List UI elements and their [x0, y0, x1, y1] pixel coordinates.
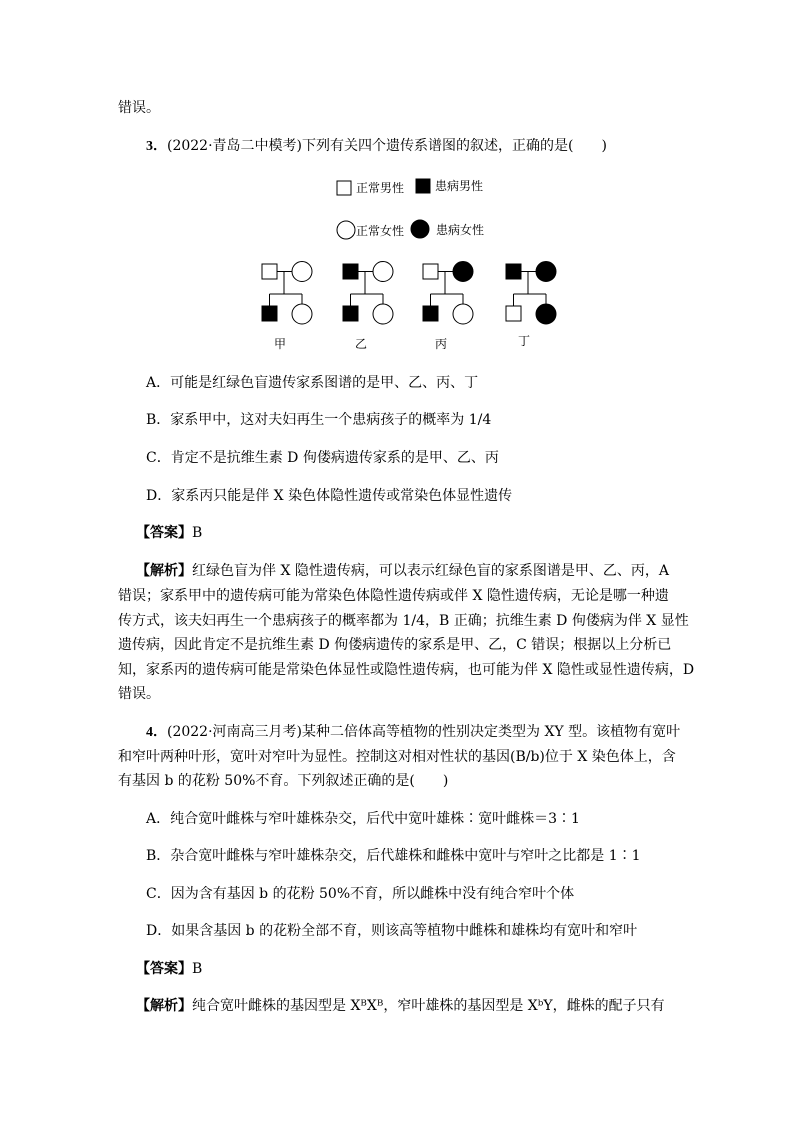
q3-analysis-line-3: 传方式，该夫妇再生一个患病孩子的概率都为 1/4，B 正确；抗维生素 D 佝偻病为伴 X 显性 [118, 613, 689, 629]
q4-option-c: C．因为含有基因 b 的花粉 50%不育，所以雌株中没有纯合窄叶个体 [146, 886, 575, 902]
daughter-symbol [292, 304, 312, 324]
affected-male-symbol [416, 179, 430, 193]
daughter-symbol [536, 304, 556, 324]
family-2 [343, 262, 393, 352]
father-symbol [423, 264, 438, 279]
q4-option-d: D．如果含基因 b 的花粉全部不育，则该高等植物中雌株和雄株均有宽叶和窄叶 [146, 923, 638, 939]
family-1 [262, 262, 312, 352]
q3-option-b: B．家系甲中，这对夫妇再生一个患病孩子的概率为 1/4 [146, 412, 492, 428]
son-symbol [343, 306, 358, 321]
q4-option-b: B．杂合宽叶雌株与窄叶雄株杂交，后代雄株和雌株中宽叶与窄叶之比都是 1∶1 [146, 848, 641, 864]
normal-male-symbol [337, 181, 351, 195]
mother-symbol [453, 262, 473, 282]
answer-value: B [192, 525, 203, 541]
son-symbol [506, 306, 521, 321]
question-4-stem-line-1: 4．(2022·河南高三月考)某种二倍体高等植物的性别决定类型为 XY 型。该植物有宽叶 [146, 724, 681, 740]
answer-label: 【答案】 [136, 525, 192, 541]
question-stem-text: (2022·青岛二中模考)下列有关四个遗传系谱图的叙述，正确的是( ) [167, 138, 607, 154]
pedigree-figure [0, 0, 794, 360]
q3-analysis-line-1: 【解析】红绿色盲为伴 X 隐性遗传病，可以表示红绿色盲的家系图谱是甲、乙、丙，A [136, 563, 669, 579]
daughter-symbol [373, 304, 393, 324]
question-4-stem-line-3: 有基因 b 的花粉 50%不育。下列叙述正确的是( ) [118, 773, 449, 789]
q3-option-d: D．家系丙只能是伴 X 染色体隐性遗传或常染色体显性遗传 [146, 488, 513, 504]
son-symbol [262, 306, 277, 321]
q3-answer [136, 523, 202, 543]
analysis-label: 【解析】 [136, 563, 192, 579]
question-4-stem-line-2: 和窄叶两种叶形，宽叶对窄叶为显性。控制这对相对性状的基因(B/b)位于 X 染色体上，含 [118, 749, 676, 765]
question-number: 3． [146, 139, 167, 154]
q4-analysis-line-1: 【解析】纯合宽叶雌株的基因型是 XᴮXᴮ，窄叶雄株的基因型是 XᵇY，雌株的配子只有 [136, 998, 665, 1014]
father-symbol [506, 264, 521, 279]
q3-analysis-line-5: 知，家系丙的遗传病可能是常染色体显性或隐性遗传病，也可能为伴 X 隐性或显性遗传病，D [118, 662, 695, 678]
mother-symbol [536, 262, 556, 282]
mother-symbol [373, 262, 393, 282]
son-symbol [423, 306, 438, 321]
q3-analysis-line-4: 遗传病，因此肯定不是抗维生素 D 佝偻病遗传的家系是甲、乙，C 错误；根据以上分析已 [118, 637, 672, 653]
normal-female-symbol [337, 221, 355, 239]
family-4 [506, 262, 556, 349]
daughter-symbol [453, 304, 473, 324]
answer-label: 【答案】 [136, 961, 192, 977]
analysis-label: 【解析】 [136, 998, 192, 1014]
legend-affected-female: 患病女性 [436, 223, 485, 237]
legend-normal-male: 正常男性 [356, 181, 405, 195]
q3-option-c: C．肯定不是抗维生素 D 佝偻病遗传家系的是甲、乙、丙 [146, 450, 499, 466]
affected-female-symbol [411, 220, 429, 238]
father-symbol [262, 264, 277, 279]
mother-symbol [292, 262, 312, 282]
family-label: 丙 [434, 337, 448, 351]
q3-analysis-line-6: 错误。 [118, 686, 160, 702]
q4-answer [136, 959, 202, 979]
family-label: 乙 [354, 337, 368, 351]
q3-analysis-line-2: 错误；家系甲中的遗传病可能为常染色体隐性遗传病或伴 X 隐性遗传病，无论是哪一种遗 [118, 588, 669, 604]
q4-option-a: A．纯合宽叶雌株与窄叶雄株杂交，后代中宽叶雄株∶宽叶雌株＝3∶1 [146, 811, 580, 827]
legend-affected-male: 患病男性 [435, 179, 484, 193]
legend-normal-female: 正常女性 [356, 224, 405, 238]
q3-option-a: A．可能是红绿色盲遗传家系图谱的是甲、乙、丙、丁 [146, 375, 479, 391]
father-symbol [343, 264, 358, 279]
family-label: 甲 [273, 337, 287, 351]
legend [337, 178, 484, 239]
continuation-text: 错误。 [118, 100, 160, 116]
answer-value: B [192, 961, 203, 977]
question-number: 4． [146, 725, 167, 740]
family-label: 丁 [517, 334, 531, 348]
family-3 [423, 262, 473, 352]
